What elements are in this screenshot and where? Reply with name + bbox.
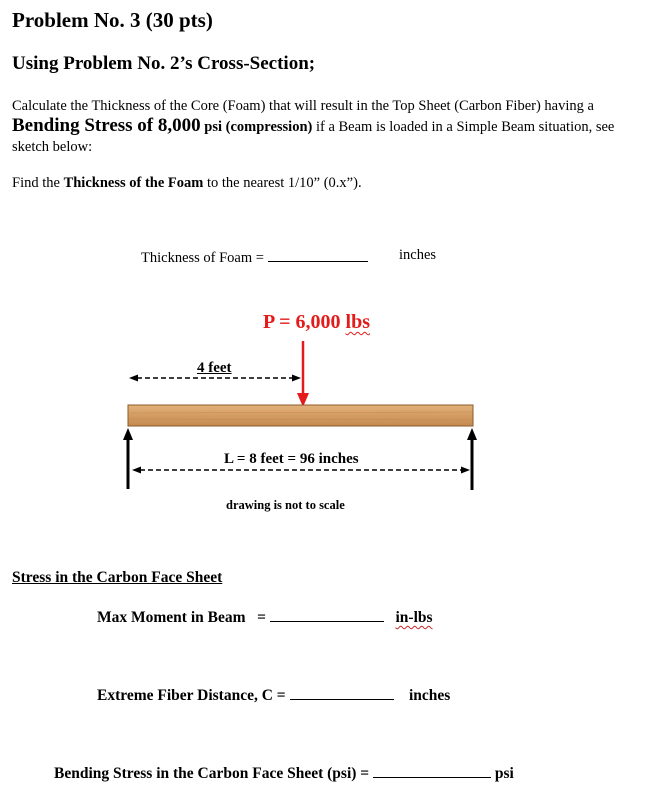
thickness-label: Thickness of Foam =: [141, 250, 264, 266]
max-moment-answer-blank[interactable]: [270, 607, 384, 622]
section-title: Stress in the Carbon Face Sheet: [12, 569, 223, 586]
problem-title: Problem No. 3 (30 pts): [12, 8, 213, 32]
problem-subtitle: Using Problem No. 2’s Cross-Section;: [12, 53, 316, 74]
left-support-reaction: [123, 428, 133, 489]
statement-stress-unit: psi (compression): [204, 119, 313, 135]
thickness-unit: inches: [399, 247, 437, 263]
load-value: P = 6,000: [263, 311, 341, 333]
find-prefix: Find the: [12, 175, 60, 191]
max-moment-eq: =: [257, 609, 266, 626]
span-label: L = 8 feet = 96 inches: [224, 451, 359, 467]
fiber-distance-answer-blank[interactable]: [290, 685, 394, 700]
scale-note: drawing is not to scale: [226, 498, 345, 512]
fiber-distance-unit: inches: [409, 687, 451, 704]
right-support-reaction: [467, 428, 477, 490]
beam: [128, 405, 473, 426]
bending-stress-label: Bending Stress in the Carbon Face Sheet (psi) =: [54, 765, 370, 782]
load-label: [263, 311, 370, 334]
fiber-distance-label: Extreme Fiber Distance, C =: [97, 687, 286, 704]
max-moment-row: [97, 607, 433, 627]
find-bold: Thickness of the Foam: [63, 175, 204, 191]
statement-bending-stress: Bending Stress of 8,000: [12, 115, 201, 136]
statement-part-2: if a Beam is loaded in a Simple Beam situation, see sketch below:: [12, 119, 615, 155]
load-distance-label: 4 feet: [197, 360, 232, 376]
bending-stress-row: [54, 763, 514, 783]
max-moment-label: Max Moment in Beam: [97, 609, 246, 626]
statement-part-1: Calculate the Thickness of the Core (Foam) that will result in the Top Sheet (Carbon Fiber) having a: [12, 98, 594, 114]
load-arrow: [297, 341, 309, 407]
bending-stress-answer-blank[interactable]: [373, 763, 491, 778]
load-unit: lbs: [345, 311, 370, 333]
max-moment-unit: in-lbs: [395, 609, 433, 626]
fiber-distance-row: [97, 685, 450, 705]
bending-stress-unit: psi: [494, 765, 514, 782]
find-suffix: to the nearest 1/10” (0.x”).: [206, 175, 362, 191]
